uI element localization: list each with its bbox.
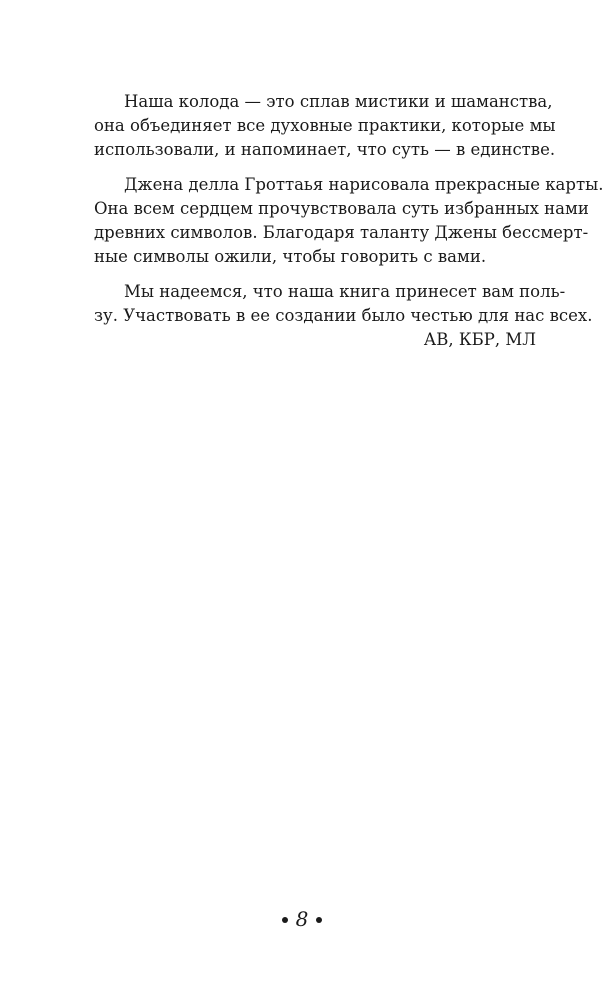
paragraph-line: Мы надеемся, что наша книга принесет вам поль-	[124, 282, 566, 301]
paragraph-line: зу. Участвовать в ее создании было честью для нас всех.	[94, 306, 593, 325]
paragraph-line: древних символов. Благодаря таланту Джены бессмерт-	[94, 223, 589, 242]
signature: АВ, КБР, МЛ	[423, 330, 536, 349]
paragraph-line: Наша колода — это сплав мистики и шаманства,	[124, 92, 553, 111]
paragraph-line: использовали, и напоминает, что суть — в единстве.	[94, 140, 556, 159]
paragraph-3	[94, 280, 593, 328]
body-text	[94, 90, 604, 352]
page-folio	[0, 905, 604, 935]
paragraph-line: Джена делла Гроттаья нарисовала прекрасные карты.	[124, 175, 604, 194]
paragraph-line: ные символы ожили, чтобы говорить с вами.	[94, 247, 487, 266]
paragraph-1	[94, 90, 556, 162]
paragraph-2	[94, 173, 604, 269]
page-number: 8	[295, 907, 309, 931]
bullet-icon	[282, 917, 288, 923]
paragraph-line: она объединяет все духовные практики, которые мы	[94, 116, 556, 135]
paragraph-line: Она всем сердцем прочувствовала суть избранных нами	[94, 199, 589, 218]
bullet-icon	[316, 917, 322, 923]
